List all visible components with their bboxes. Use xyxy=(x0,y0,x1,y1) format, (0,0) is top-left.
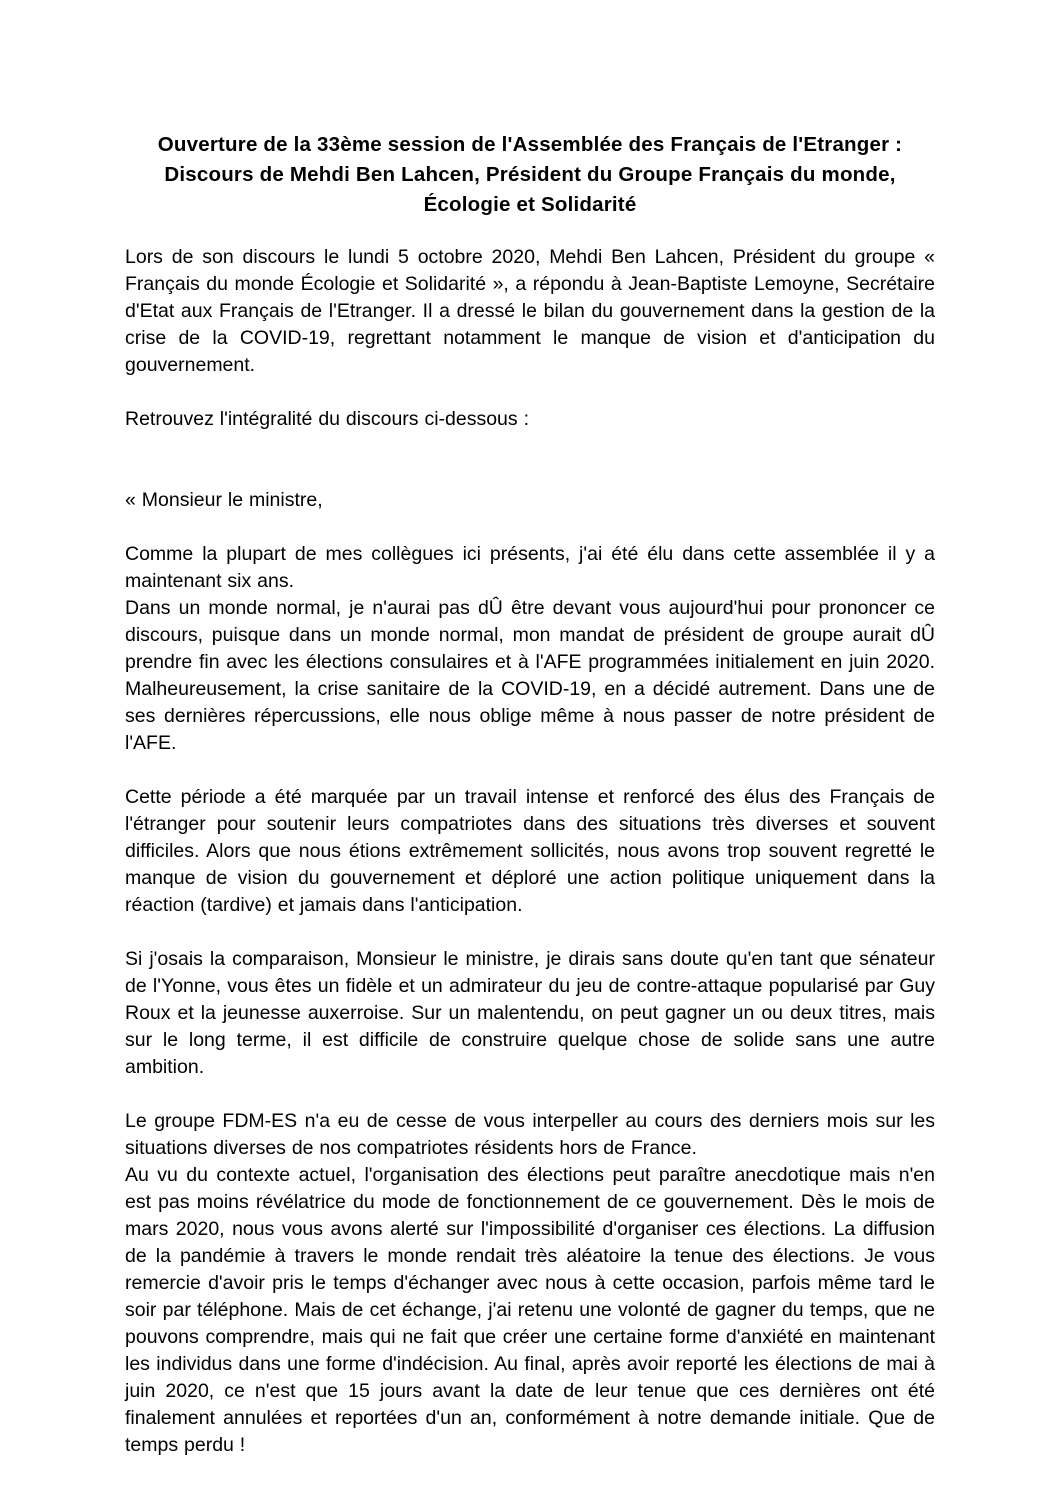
paragraph-salutation: « Monsieur le ministre, xyxy=(125,489,323,511)
title-line-3: Écologie et Solidarité xyxy=(423,193,637,216)
paragraph-retrouvez: Retrouvez l'intégralité du discours ci-dessous : xyxy=(125,408,529,430)
paragraph-si-josais: Si j'osais la comparaison, Monsieur le ministre, je dirais sans doute qu'en tant que sénateur de l'Yonne, vous êtes un fidèle et un admirateur du jeu de contre-attaque popularisé par Guy Roux et la jeunesse auxerroise. Sur un malentendu, on peut gagner un ou deux titres, mais sur le long terme, il est difficile de construire quelque chose de solide sans une autre ambition. xyxy=(125,948,935,1078)
title-line-2: Discours de Mehdi Ben Lahcen, Président du Groupe Français du monde, xyxy=(164,163,896,186)
paragraph-au-vu: Au vu du contexte actuel, l'organisation des élections peut paraître anecdotique mais n'en est pas moins révélatrice du mode de fonctionnement de ce gouvernement. Dès le mois de mars 2020, nous vous avons alerté sur l'impossibilité d'organiser ces élections. La diffusion de la pandémie à travers le monde rendait très aléatoire la tenue des élections. Je vous remercie d'avoir pris le temps d'échanger avec nous à cette occasion, parfois même tard le soir par téléphone. Mais de cet échange, j'ai retenu une volonté de gagner du temps, que ne pouvons comprendre, mais qui ne fait que créer une certaine forme d'anxiété en maintenant les individus dans une forme d'indécision. Au final, après avoir reporté les élections de mai à juin 2020, ce n'est que 15 jours avant la date de leur tenue que ces dernières ont été finalement annulées et reportées d'un an, conformément à notre demande initiale. Que de temps perdu ! xyxy=(125,1164,935,1456)
paragraph-comme: Comme la plupart de mes collègues ici présents, j'ai été élu dans cette assemblée il y a maintenant six ans. xyxy=(125,543,935,592)
paragraph-monde-normal: Dans un monde normal, je n'aurai pas dÛ être devant vous aujourd'hui pour prononcer ce discours, puisque dans un monde normal, mon mandat de président de groupe aurait dÛ prendre fin avec les élections consulaires et à l'AFE programmées initialement en juin 2020. Malheureusement, la crise sanitaire de la COVID-19, en a décidé autrement. Dans une de ses dernières répercussions, elle nous oblige même à nous passer de notre président de l'AFE. xyxy=(125,597,935,754)
paragraph-intro: Lors de son discours le lundi 5 octobre 2020, Mehdi Ben Lahcen, Président du groupe « Français du monde Écologie et Solidarité », a répondu à Jean-Baptiste Lemoyne, Secrétaire d'Etat aux Français de l'Etranger. Il a dressé le bilan du gouvernement dans la gestion de la crise de la COVID-19, regrettant notamment le manque de vision et d'anticipation du gouvernement. xyxy=(125,246,935,376)
document-title xyxy=(125,130,935,220)
paragraph-le-groupe: Le groupe FDM-ES n'a eu de cesse de vous interpeller au cours des derniers mois sur les situations diverses de nos compatriotes résidents hors de France. xyxy=(125,1110,935,1159)
paragraph-cette-periode: Cette période a été marquée par un travail intense et renforcé des élus des Français de l'étranger pour soutenir leurs compatriotes dans des situations très diverses et souvent difficiles. Alors que nous étions extrêmement sollicités, nous avons trop souvent regretté le manque de vision du gouvernement et déploré une action politique uniquement dans la réaction (tardive) et jamais dans l'anticipation. xyxy=(125,786,935,916)
title-line-1: Ouverture de la 33ème session de l'Assemblée des Français de l'Etranger : xyxy=(157,133,903,156)
